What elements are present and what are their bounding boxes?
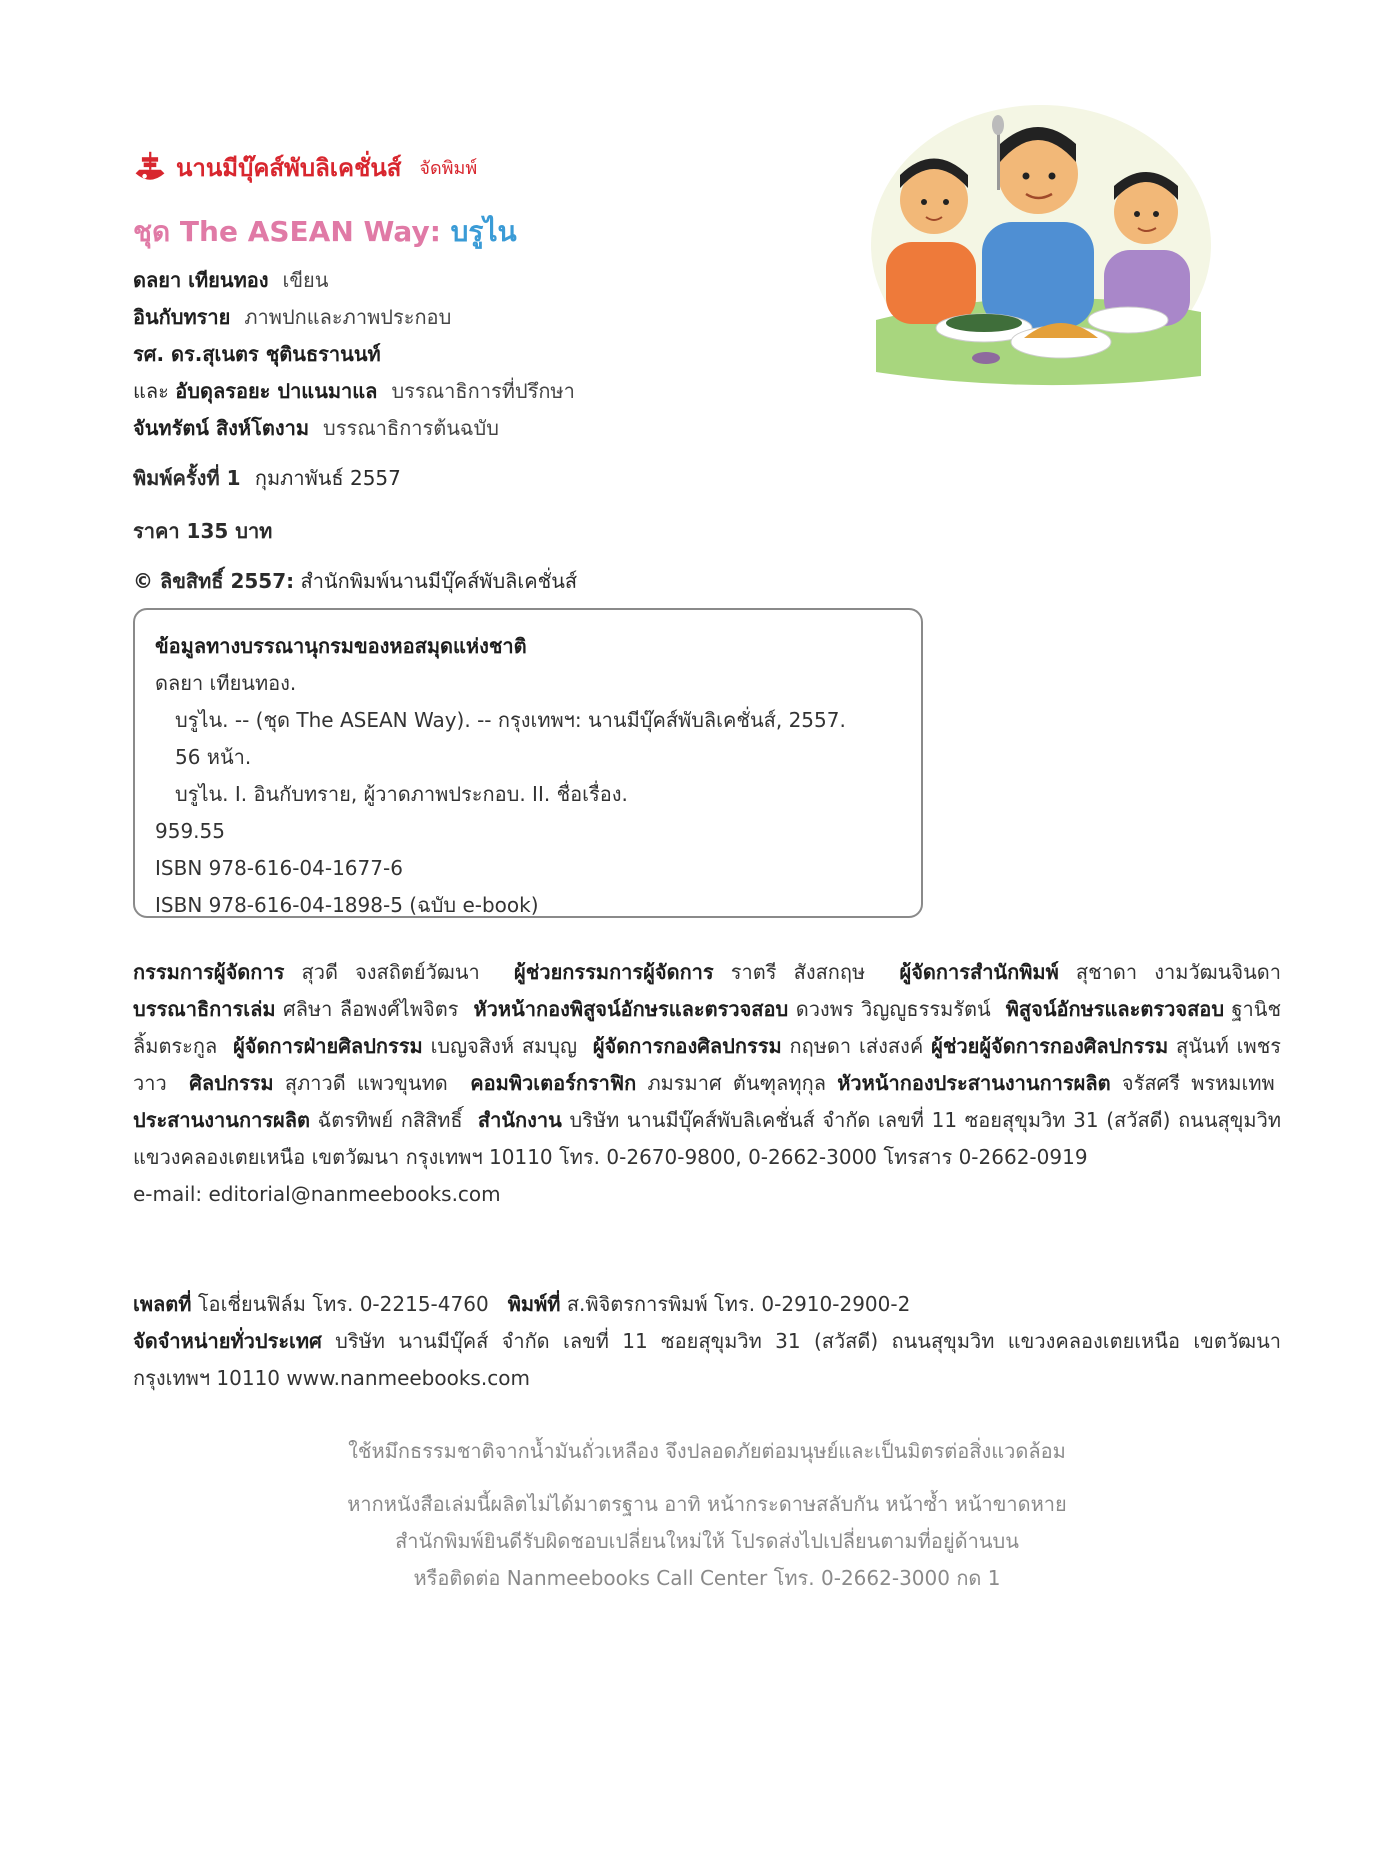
- staff-role: ประสานงานการผลิต: [133, 1108, 311, 1132]
- staff-role: คอมพิวเตอร์กราฟิก: [470, 1071, 637, 1095]
- credit-role: บรรณาธิการที่ปรึกษา: [391, 379, 575, 403]
- copyright-value: สำนักพิมพ์นานมีบุ๊คส์พับลิเคชั่นส์: [300, 569, 578, 593]
- ship-logo-icon: [132, 150, 168, 186]
- printer-label: พิมพ์ที่: [507, 1292, 561, 1316]
- publisher-suffix: จัดพิมพ์: [419, 158, 478, 179]
- distributor-line: [133, 1323, 1281, 1397]
- cip-heading: ข้อมูลทางบรรณานุกรมของหอสมุดแห่งชาติ: [155, 634, 527, 658]
- copyright-line: [133, 565, 577, 597]
- cip-line: ดลยา เทียนทอง.: [155, 671, 297, 695]
- cip-box: [133, 608, 923, 918]
- email-line: e-mail: editorial@nanmeebooks.com: [133, 1182, 501, 1206]
- credit-line: [133, 336, 575, 373]
- printer-value: ส.พิจิตรการพิมพ์ โทร. 0-2910-2900-2: [566, 1292, 911, 1316]
- copyright-label: © ลิขสิทธิ์ 2557:: [133, 569, 295, 593]
- credit-line: [133, 299, 575, 336]
- cip-line: 959.55: [155, 819, 225, 843]
- defect-note-line: หรือติดต่อ Nanmeebooks Call Center โทร. 0-2662-3000 กด 1: [413, 1566, 1001, 1590]
- distributor-value: บริษัท นานมีบุ๊คส์ จำกัด เลขที่ 11 ซอยสุขุมวิท 31 (สวัสดี) ถนนสุขุมวิท แขวงคลองเตยเหนือ เขตวัฒนา กรุงเทพฯ 10110 www.nanmeebooks.com: [133, 1329, 1282, 1390]
- eco-ink-note: ใช้หมึกธรรมชาติจากน้ำมันถั่วเหลือง จึงปลอดภัยต่อมนุษย์และเป็นมิตรต่อสิ่งแวดล้อม: [348, 1439, 1066, 1463]
- distributor-label: จัดจำหน่ายทั่วประเทศ: [133, 1329, 322, 1353]
- cip-isbn-ebook: ISBN 978-616-04-1898-5 (ฉบับ e-book): [155, 893, 539, 917]
- staff-name: สุชาดา งามวัฒนจินดา: [1075, 960, 1282, 984]
- series-title-text: ชุด The ASEAN Way:: [133, 215, 441, 248]
- credit-role: เขียน: [282, 268, 329, 292]
- cip-isbn: ISBN 978-616-04-1677-6: [155, 856, 403, 880]
- footer-notes: [133, 1433, 1281, 1597]
- staff-role: หัวหน้ากองประสานงานการผลิต: [837, 1071, 1111, 1095]
- staff-name: จรัสศรี พรหมเทพ: [1121, 1071, 1275, 1095]
- credit-line: [133, 262, 575, 299]
- staff-name: ภมรมาศ ตันฑุลทุกุล: [647, 1071, 826, 1095]
- credits-block: [133, 262, 575, 447]
- staff-name: ฉัตรทิพย์ กสิสิทธิ์: [317, 1108, 463, 1132]
- cip-line: 56 หน้า.: [175, 745, 252, 769]
- staff-role: สำนักงาน: [477, 1108, 562, 1132]
- credit-line: [133, 373, 575, 410]
- publisher-name: นานมีบุ๊คส์พับลิเคชั่นส์: [176, 154, 402, 182]
- plate-label: เพลตที่: [133, 1292, 192, 1316]
- staff-role: พิสูจน์อักษรและตรวจสอบ: [1005, 997, 1225, 1021]
- edition-line: [133, 462, 401, 494]
- staff-name: ดวงพร วิญญูธรรมรัตน์: [795, 997, 991, 1021]
- price-line: [133, 515, 272, 547]
- price-label: ราคา 135 บาท: [133, 519, 273, 543]
- staff-name: สุภาวดี แพวขุนทด: [284, 1071, 448, 1095]
- staff-role: หัวหน้ากองพิสูจน์อักษรและตรวจสอบ: [473, 997, 789, 1021]
- cip-line: บรูไน. -- (ชุด The ASEAN Way). -- กรุงเทพฯ: นานมีบุ๊คส์พับลิเคชั่นส์, 2557.: [175, 708, 846, 732]
- credit-name: รศ. ดร.สุเนตร ชุตินธรานนท์: [133, 342, 381, 366]
- staff-name: กฤษดา เส่งสงค์: [789, 1034, 924, 1058]
- staff-role: ผู้ช่วยผู้จัดการกองศิลปกรรม: [931, 1034, 1169, 1058]
- series-country: บรูไน: [450, 215, 517, 248]
- staff-name: สุวดี จงสถิตย์วัฒนา: [301, 960, 480, 984]
- credit-name: ดลยา เทียนทอง: [133, 268, 269, 292]
- defect-note-line: หากหนังสือเล่มนี้ผลิตไม่ได้มาตรฐาน อาทิ หน้ากระดาษสลับกัน หน้าซ้ำ หน้าขาดหาย: [347, 1492, 1067, 1516]
- staff-role: ศิลปกรรม: [189, 1071, 274, 1095]
- credit-name: อินกับทราย: [133, 305, 231, 329]
- publisher-line: [132, 148, 477, 187]
- plate-value: โอเชี่ยนฟิล์ม โทร. 0-2215-4760: [197, 1292, 489, 1316]
- staff-role: ผู้จัดการฝ่ายศิลปกรรม: [233, 1034, 423, 1058]
- staff-name: ศลิษา ลือพงศ์ไพจิตร: [283, 997, 459, 1021]
- staff-name: ราตรี สังสกฤษ: [730, 960, 866, 984]
- staff-credits: [133, 954, 1281, 1213]
- staff-role: บรรณาธิการเล่ม: [133, 997, 276, 1021]
- credit-line: [133, 410, 575, 447]
- edition-label: พิมพ์ครั้งที่ 1: [133, 466, 241, 490]
- credit-role: ภาพปกและภาพประกอบ: [244, 305, 452, 329]
- edition-value: กุมภาพันธ์ 2557: [254, 466, 401, 490]
- staff-name: บริษัท นานมีบุ๊คส์พับลิเคชั่นส์ จำกัด เลขที่ 11 ซอยสุขุมวิท 31 (สวัสดี) ถนนสุขุมวิท แขวงคลองเตยเหนือ เขตวัฒนา กรุงเทพฯ 10110 โทร. 0-2670-9800, 0-2662-3000 โทรสาร 0-2662-0919: [133, 1108, 1282, 1169]
- cip-line: บรูไน. I. อินกับทราย, ผู้วาดภาพประกอบ. II. ชื่อเรื่อง.: [175, 782, 628, 806]
- staff-role: ผู้จัดการสำนักพิมพ์: [899, 960, 1059, 984]
- staff-name: สุนันท์ เพชรวาว: [133, 1034, 1282, 1095]
- plate-printer-line: [133, 1286, 1281, 1323]
- print-info: [133, 1286, 1281, 1397]
- staff-name: ฐานิช ลิ้มตระกูล: [133, 997, 1282, 1058]
- credit-role: บรรณาธิการต้นฉบับ: [323, 416, 499, 440]
- credit-prefix: และ: [133, 379, 169, 403]
- staff-role: ผู้ช่วยกรรมการผู้จัดการ: [514, 960, 714, 984]
- credit-name: จันทรัตน์ สิงห์โตงาม: [133, 416, 310, 440]
- staff-role: กรรมการผู้จัดการ: [133, 960, 285, 984]
- three-boys-eating-illustration-icon: [856, 80, 1216, 390]
- credit-name: อับดุลรอยะ ปาแนมาแล: [175, 379, 378, 403]
- staff-role: ผู้จัดการกองศิลปกรรม: [592, 1034, 782, 1058]
- defect-note-line: สำนักพิมพ์ยินดีรับผิดชอบเปลี่ยนใหม่ให้ โปรดส่งไปเปลี่ยนตามที่อยู่ด้านบน: [395, 1529, 1019, 1553]
- staff-name: เบญจสิงห์ สมบุญ: [430, 1034, 578, 1058]
- series-title: [133, 210, 517, 254]
